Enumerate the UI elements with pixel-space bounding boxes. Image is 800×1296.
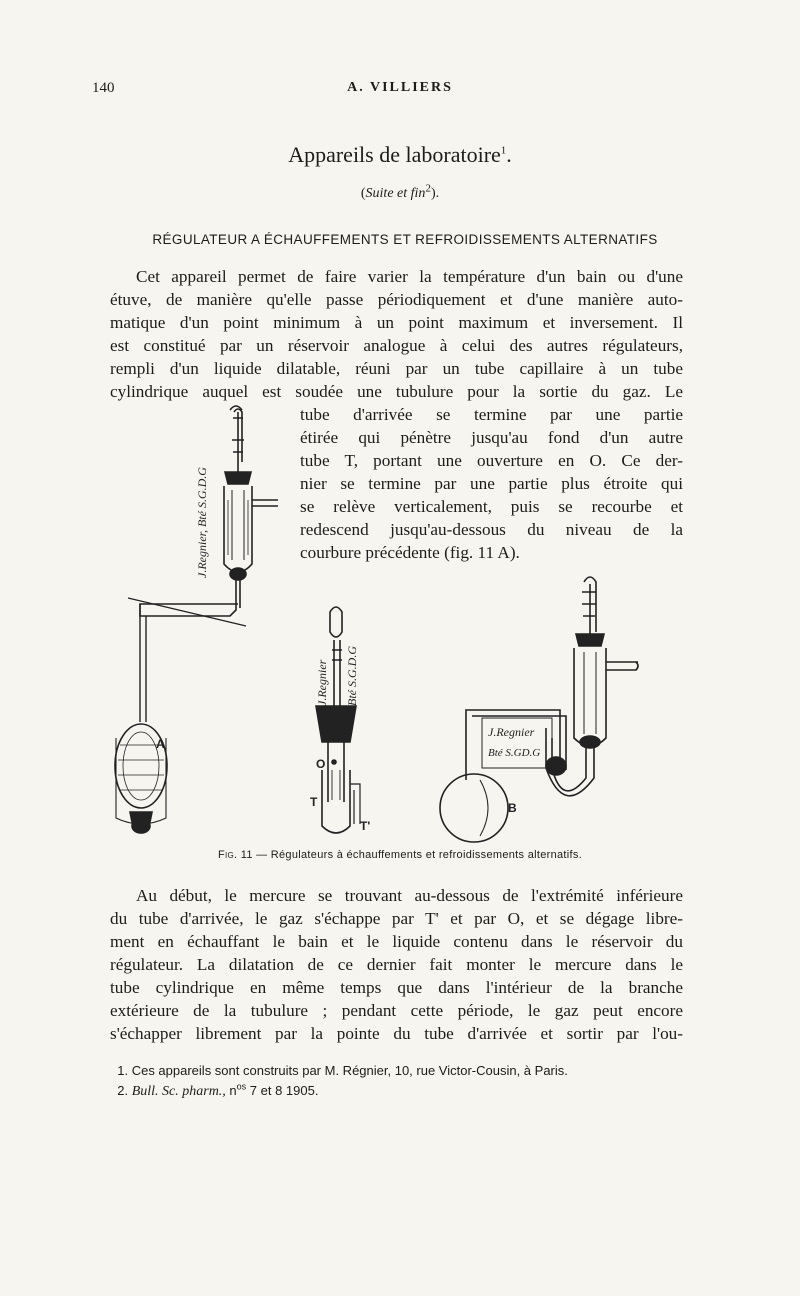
article-subtitle: (Suite et fin$^2$). xyxy=(360,182,440,201)
figure-label-A: A xyxy=(156,737,165,751)
text-line: Cet appareil permet de faire varier la température d'un bain ou d'une xyxy=(136,267,683,286)
figure-label-T-prime: T' xyxy=(360,819,371,833)
engraver-signature: Bté S.GD.G xyxy=(488,747,541,759)
article-title: Appareils de laboratoire$^1$. xyxy=(288,142,512,167)
text-line: tube T, portant une ouverture en O. Ce der- xyxy=(300,451,683,470)
section-heading: RÉGULATEUR A ÉCHAUFFEMENTS ET REFROIDISSEMENTS ALTERNATIFS xyxy=(152,232,658,247)
paragraph-2 xyxy=(110,884,683,1045)
figure-label-O: O xyxy=(316,757,326,771)
footnotes xyxy=(110,1061,683,1102)
text-line: extérieure de la tubulure ; pendant cette période, le gaz peut encore xyxy=(110,1001,683,1020)
subtitle-italic: Suite et fin xyxy=(365,186,426,201)
engraver-signature: J.Regnier xyxy=(488,725,535,739)
apparatus-T-illustration xyxy=(316,607,360,833)
engraver-signature: J.Regnier, Bté S.G.D.G xyxy=(195,467,209,578)
apparatus-B-illustration xyxy=(440,577,638,842)
text-line: nier se termine par une partie plus étroite qui xyxy=(300,474,683,493)
text-line: tube cylindrique en même temps que dans l'intérieur de la branche xyxy=(110,978,683,997)
title-footnote-ref[interactable]: 1 xyxy=(500,144,507,157)
footnote-2: 2. Bull. Sc. pharm., $n^{os}$ 7 et 8 1905. xyxy=(117,1081,319,1099)
running-title: A. VILLIERS xyxy=(347,80,453,95)
figure-caption-text: — Régulateurs à échauffements et refroidissements alternatifs. xyxy=(252,849,583,861)
text-line: matique d'un point minimum à un point maximum et inversement. Il xyxy=(110,313,683,332)
article-title-text: Appareils de laboratoire xyxy=(288,142,501,167)
page-number: 140 xyxy=(92,80,115,96)
footnote-1-text: Ces appareils sont construits par M. Régnier, 10, rue Victor-Cousin, à Paris. xyxy=(131,1063,568,1078)
text-line: s'échapper librement par la pointe du tube d'arrivée et sortir par l'ou- xyxy=(110,1024,683,1043)
text-line: étuve, de manière qu'elle passe périodiquement et d'une manière auto- xyxy=(110,290,683,309)
text-line: courbure précédente (fig. 11 A). xyxy=(300,543,520,562)
text-line: rempli d'un liquide dilatable, réuni par un tube capillaire à un tube xyxy=(110,359,683,378)
figure-caption xyxy=(0,849,800,861)
text-line: tube d'arrivée se termine par une partie xyxy=(300,405,683,424)
text-line: est constitué par un réservoir analogue à celui des autres régulateurs, xyxy=(110,336,683,355)
footnote-1: 1. Ces appareils sont construits par M. Régnier, 10, rue Victor-Cousin, à Paris. xyxy=(117,1063,568,1078)
figure-label-B: B xyxy=(508,801,517,815)
text-line: du tube d'arrivée, le gaz s'échappe par T' et par O, et se dégage libre- xyxy=(110,909,683,928)
figure-number: Fig. 11 xyxy=(217,849,253,861)
text-line: étirée qui pénètre jusqu'au fond d'un autre xyxy=(300,428,683,447)
text-line: Au début, le mercure se trouvant au-dessous de l'extrémité inférieure xyxy=(136,886,683,905)
text-line: ment en échauffant le bain et le liquide contenu dans le réservoir du xyxy=(110,932,683,951)
engraver-signature: Bté S.G.D.G xyxy=(345,646,359,706)
text-line: redescend jusqu'au-dessous du niveau de la xyxy=(300,520,683,539)
engraver-signature: J.Regnier xyxy=(315,659,329,706)
text-line: cylindrique auquel est soudée une tubulure pour la sortie du gaz. Le xyxy=(110,382,683,401)
text-line: régulateur. La dilatation de ce dernier fait monter le mercure dans le xyxy=(110,955,683,974)
subtitle-footnote-ref[interactable]: 2 xyxy=(425,182,431,195)
text-line: se relève verticalement, puis se recourbe et xyxy=(300,497,683,516)
figure-label-T: T xyxy=(310,795,318,809)
footnote-2-journal: Bull. Sc. pharm., xyxy=(131,1084,226,1099)
